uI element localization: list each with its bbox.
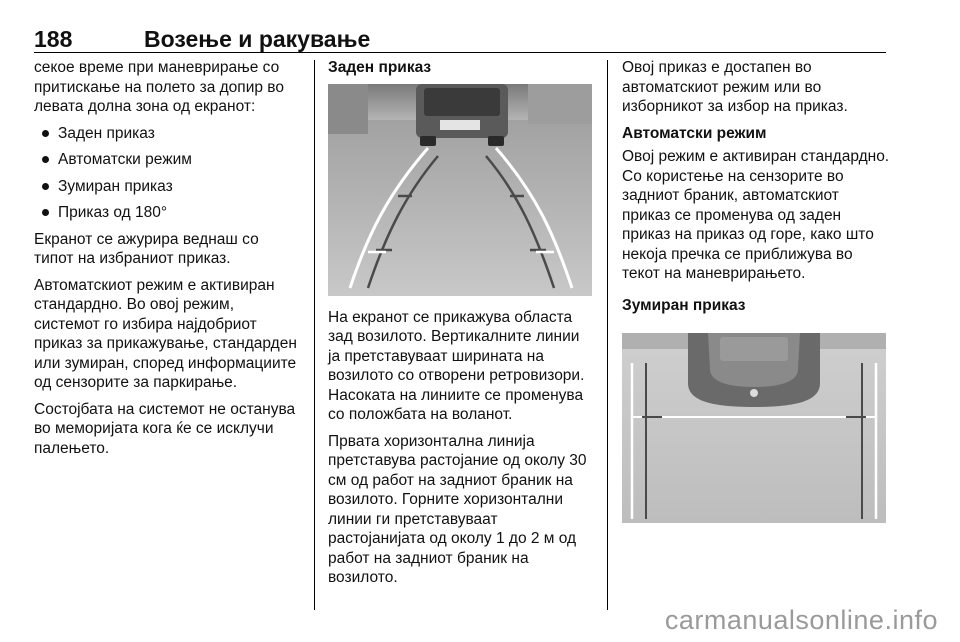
column-divider-2 — [607, 60, 608, 610]
list-item: Заден приказ — [34, 124, 302, 144]
column-3 — [622, 58, 890, 535]
paragraph: Состојбата на системот не останува во меморијата кога ќе се исклучи палењето. — [34, 400, 296, 457]
rear-camera-image — [328, 84, 592, 296]
paragraph: На екранот се прикажува областа зад возилото. Вертикалните линии ја претставуваат ширината на возилото со отворени ретровизори. Насоката на линиите се променува со положбата на воланот. — [328, 308, 585, 423]
bullet-icon — [42, 156, 49, 163]
section-heading-zoom-view: Зумиран приказ — [622, 296, 746, 314]
column-2 — [328, 58, 594, 595]
chapter-title: Возење и ракување — [144, 26, 371, 52]
zoom-view-image — [622, 333, 886, 523]
bullet-icon — [42, 183, 49, 190]
paragraph: Екранот се ажурира веднаш со типот на избраниот приказ. — [34, 230, 259, 267]
page-number: 188 — [34, 26, 73, 52]
paragraph: секое време при маневрирање со притискање на полето за допир во левата долна зона од екранот: — [34, 59, 284, 115]
section-heading-auto-mode: Автоматски режим — [622, 124, 767, 142]
watermark: carmanualsonline.info — [664, 605, 938, 635]
list-item: Зумиран приказ — [34, 177, 302, 197]
column-1 — [34, 58, 302, 465]
section-heading-rear-view: Заден приказ — [328, 59, 432, 76]
bullet-icon — [42, 130, 49, 137]
column-divider-1 — [314, 60, 315, 610]
list-item: Автоматски режим — [34, 150, 302, 170]
page-header — [34, 22, 886, 53]
paragraph: Првата хоризонтална линија претставува растојание од околу 30 см од работ на задниот браник на возилото. Горните хоризонтални линии ги претставуваат растојанијата од околу 1 до 2 м од работ на задниот браник на возилото. — [328, 432, 587, 586]
view-list — [34, 124, 302, 223]
paragraph: Овој приказ е достапен во автоматскиот режим или во изборникот за избор на приказ. — [622, 59, 848, 115]
list-item: Приказ од 180° — [34, 203, 302, 223]
bullet-icon — [42, 209, 49, 216]
paragraph: Овој режим е активиран стандардно. Со користење на сензорите во задниот браник, автоматскиот приказ се променува од заден приказ на приказ од горе, како што некоја пречка се приближува во текот на маневрирањето. — [622, 148, 890, 282]
paragraph: Автоматскиот режим е активиран стандардно. Во овој режим, системот го избира најдобриот приказ за прикажување, стандарден или зумиран, според информациите од сензорите за паркирање. — [34, 276, 297, 391]
